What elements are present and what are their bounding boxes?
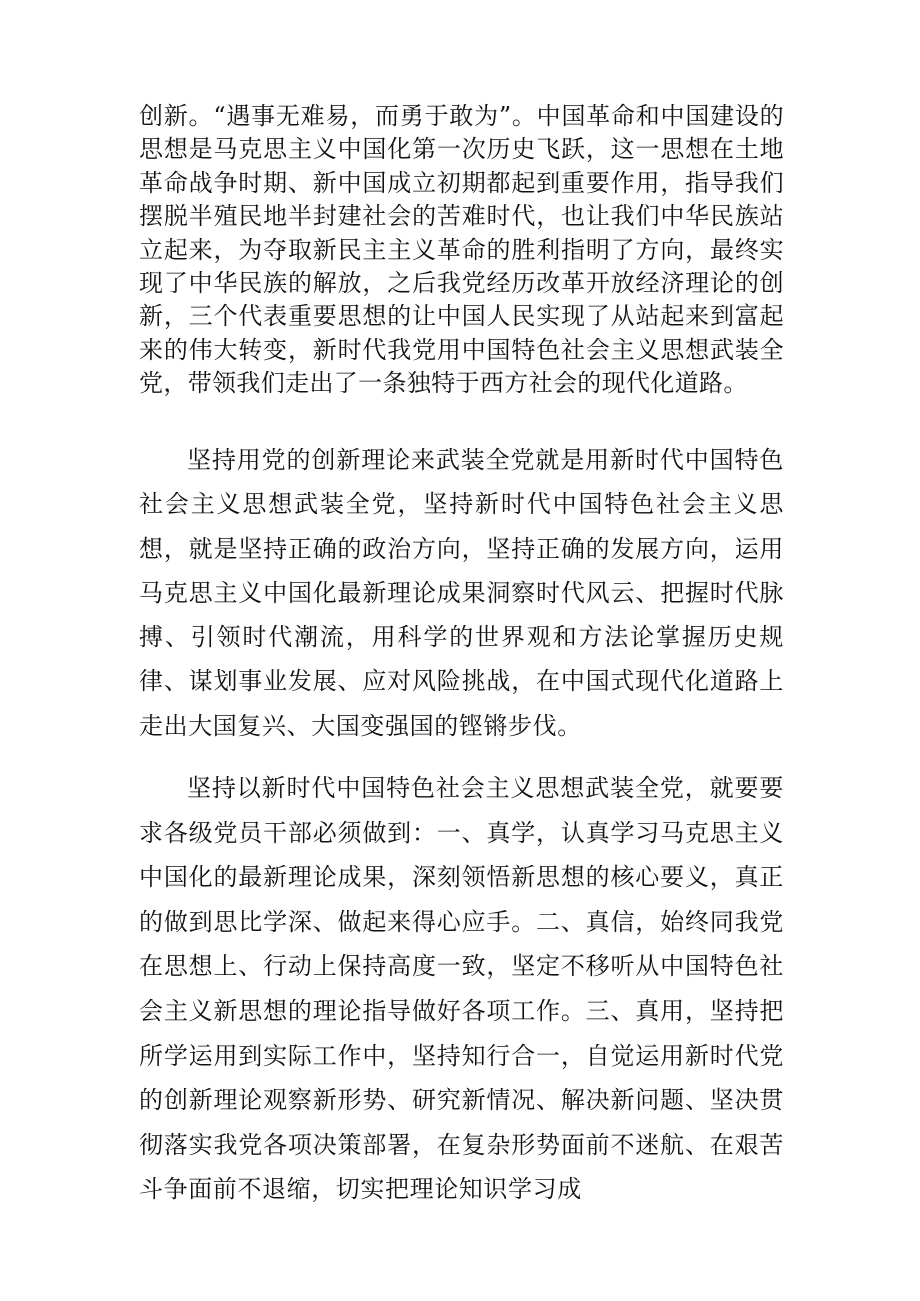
paragraph-3: 坚持以新时代中国特色社会主义思想武装全党，就要要求各级党员干部必须做到：一、真学，认真学习马克思主义中国化的最新理论成果，深刻领悟新思想的核心要义，真正的做到思比学深、做起来得心应手。二、真信，始终同我党在思想上、行动上保持高度一致，坚定不移听从中国特色社会主义新思想的理论指导做好各项工作。三、真用，坚持把所学运用到实际工作中，坚持知行合一，自觉运用新时代党的创新理论观察新形势、研究新情况、解决新问题、坚决贯彻落实我党各项决策部署，在复杂形势面前不迷航、在艰苦斗争面前不退缩，切实把理论知识学习成 — [139, 774, 784, 1204]
paragraph-2: 坚持用党的创新理论来武装全党就是用新时代中国特色社会主义思想武装全党，坚持新时代中国特色社会主义思想，就是坚持正确的政治方向，坚持正确的发展方向，运用马克思主义中国化最新理论成果洞察时代风云、把握时代脉搏、引领时代潮流，用科学的世界观和方法论掌握历史规律、谋划事业发展、应对风险挑战，在中国式现代化道路上走出大国复兴、大国变强国的铿锵步伐。 — [139, 446, 784, 740]
paragraph-1: 创新。“遇事无难易，而勇于敢为”。中国革命和中国建设的思想是马克思主义中国化第一次历史飞跃，这一思想在土地革命战争时期、新中国成立初期都起到重要作用，指导我们摆脱半殖民地半封建社会的苦难时代，也让我们中华民族站立起来，为夺取新民主主义革命的胜利指明了方向，最终实现了中华民族的解放，之后我党经历改革开放经济理论的创新，三个代表重要思想的让中国人民实现了从站起来到富起来的伟大转变，新时代我党用中国特色社会主义思想武装全党，带领我们走出了一条独特于西方社会的现代化道路。 — [139, 102, 784, 398]
